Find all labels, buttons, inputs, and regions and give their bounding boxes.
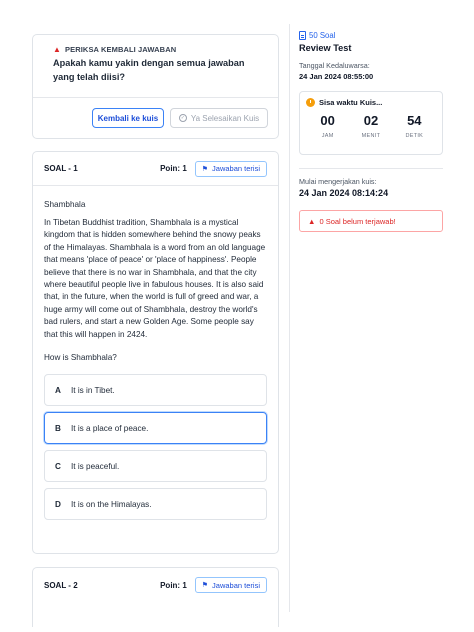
- answered-tag-label: Jawaban terisi: [212, 580, 260, 590]
- question-points: Poin: 1: [160, 580, 187, 590]
- minutes-label: MENIT: [361, 133, 381, 139]
- finish-quiz-label: Ya Selesaikan Kuis: [190, 113, 260, 123]
- option-d[interactable]: [44, 488, 267, 520]
- unanswered-alert-text: 0 Soal belum terjawab!: [319, 216, 396, 226]
- answered-tag-label: Jawaban terisi: [212, 164, 260, 173]
- question-count: 50 Soal: [309, 31, 336, 40]
- confirm-heading: PERIKSA KEMBALI JAWABAN: [65, 45, 177, 54]
- timer-hours: [308, 113, 348, 139]
- hours-label: JAM: [321, 133, 334, 139]
- question-card-1: [32, 151, 279, 554]
- option-text: It is on the Himalayas.: [71, 499, 152, 509]
- sidebar: [299, 31, 443, 232]
- unanswered-alert: [299, 210, 443, 232]
- deadline-value: 24 Jan 2024 08:55:00: [299, 72, 374, 81]
- column-divider: [289, 24, 290, 612]
- passage-title: Shambhala: [44, 200, 86, 209]
- confirm-question: Apakah kamu yakin dengan semua jawaban yang telah diisi?: [53, 58, 245, 82]
- option-a[interactable]: [44, 374, 267, 406]
- option-text: It is a place of peace.: [71, 423, 149, 433]
- check-circle-icon: ✓: [180, 115, 185, 121]
- option-c[interactable]: [44, 450, 267, 482]
- flag-icon: ⚑: [201, 582, 209, 589]
- seconds-value: 54: [407, 113, 422, 128]
- hours-value: 00: [320, 113, 335, 128]
- question-points: Poin: 1: [160, 164, 187, 173]
- option-letter: C: [55, 461, 61, 471]
- option-letter: A: [55, 385, 61, 395]
- main-column: [32, 34, 279, 627]
- deadline-label: Tanggal Kedaluwarsa:: [299, 61, 370, 70]
- warning-icon: ▲: [308, 216, 316, 226]
- document-icon: [299, 31, 306, 40]
- option-text: It is in Tibet.: [71, 385, 115, 395]
- minutes-value: 02: [363, 113, 379, 128]
- test-title: Review Test: [299, 43, 352, 53]
- answered-tag[interactable]: [195, 161, 267, 177]
- timer-title: Sisa waktu Kuis...: [319, 98, 383, 107]
- flag-icon: ⚑: [201, 165, 209, 173]
- timer-minutes: [351, 113, 391, 139]
- option-text: It is peaceful.: [71, 461, 120, 471]
- question-number: SOAL - 2: [44, 580, 78, 590]
- question-prompt: How is Shambhala?: [44, 353, 117, 363]
- finish-quiz-button[interactable]: [170, 108, 268, 128]
- option-letter: B: [55, 423, 61, 433]
- confirm-panel: [32, 34, 279, 139]
- question-card-2: [32, 567, 279, 627]
- option-letter: D: [55, 499, 61, 509]
- option-b[interactable]: [44, 412, 267, 444]
- answer-options: [44, 374, 267, 520]
- question-header: [33, 568, 278, 602]
- question-number: SOAL - 1: [44, 164, 78, 173]
- answered-tag[interactable]: [195, 577, 267, 593]
- started-value: 24 Jan 2024 08:14:24: [299, 188, 389, 198]
- seconds-label: DETIK: [405, 133, 424, 139]
- back-to-quiz-button[interactable]: Kembali ke kuis: [92, 108, 164, 128]
- warning-icon: ▲: [53, 45, 62, 54]
- timer-seconds: [394, 113, 434, 139]
- clock-icon: [306, 98, 315, 107]
- passage-text: In Tibetan Buddhist tradition, Shambhala is a mystical kingdom that is hidden somewhere behind the snowy peaks of the Himalayas. Shambhala is a word from an old language that means 'place of peace' or 'place of happiness'. People believe that there is no war in Shambhala, and that the city where beautiful people live in fabulous houses. It is also said that, in the future, when the world is full of greed and war, a huge army will come out of Shambhala, destroy the world's bad rulers, and start a new Golden Age. Some people say that this will happen in 2424.: [44, 218, 266, 339]
- started-label: Mulai mengerjakan kuis:: [299, 177, 377, 186]
- timer-card: [299, 91, 443, 155]
- question-header: [33, 152, 278, 186]
